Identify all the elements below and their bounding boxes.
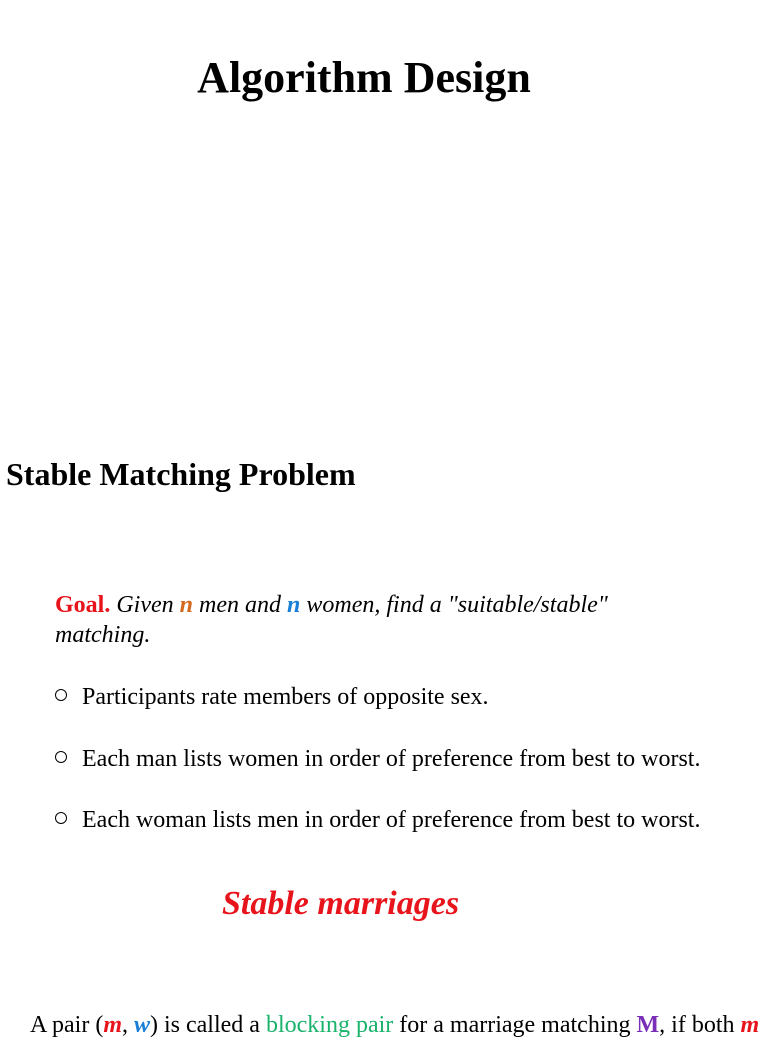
blocking-pair-term: blocking pair: [265, 1012, 394, 1038]
list-item: [55, 744, 700, 774]
definition-text-2: ) is called a: [150, 1012, 266, 1038]
hollow-circle-bullet-icon: [55, 751, 67, 763]
goal-paragraph: [55, 590, 695, 650]
section-heading: Stable Matching Problem: [6, 456, 356, 492]
list-item: [55, 805, 700, 835]
definition-comma: ,: [121, 1012, 134, 1038]
variable-n-men: n: [179, 592, 194, 618]
variable-m: m: [103, 1012, 122, 1038]
goal-label: Goal.: [55, 592, 111, 618]
definition-line: [30, 1010, 759, 1040]
goal-text-2: men and: [193, 592, 287, 618]
definition-text-1: A pair (: [30, 1012, 104, 1038]
bullet-text: Each woman lists men in order of preference from best to worst.: [82, 807, 701, 833]
bullet-list: [55, 682, 700, 867]
bullet-text: Participants rate members of opposite sex.: [82, 684, 489, 710]
bullet-text: Each man lists women in order of preference from best to worst.: [82, 745, 701, 772]
definition-text-3: for a marriage matching: [393, 1012, 637, 1038]
hollow-circle-bullet-icon: [55, 812, 67, 824]
document-title: Algorithm Design: [197, 53, 531, 102]
variable-n-women: n: [287, 592, 301, 618]
definition-text-4: , if both: [659, 1012, 741, 1038]
variable-m-2: m: [740, 1012, 760, 1038]
stable-marriages-heading: Stable marriages: [222, 885, 460, 922]
list-item: [55, 682, 700, 712]
goal-text-1: Given: [110, 592, 180, 618]
goal-text-3: women, find a "suitable/stable" matching.: [55, 592, 608, 648]
hollow-circle-bullet-icon: [55, 689, 67, 701]
variable-M: M: [636, 1012, 660, 1038]
variable-w: w: [133, 1012, 150, 1038]
